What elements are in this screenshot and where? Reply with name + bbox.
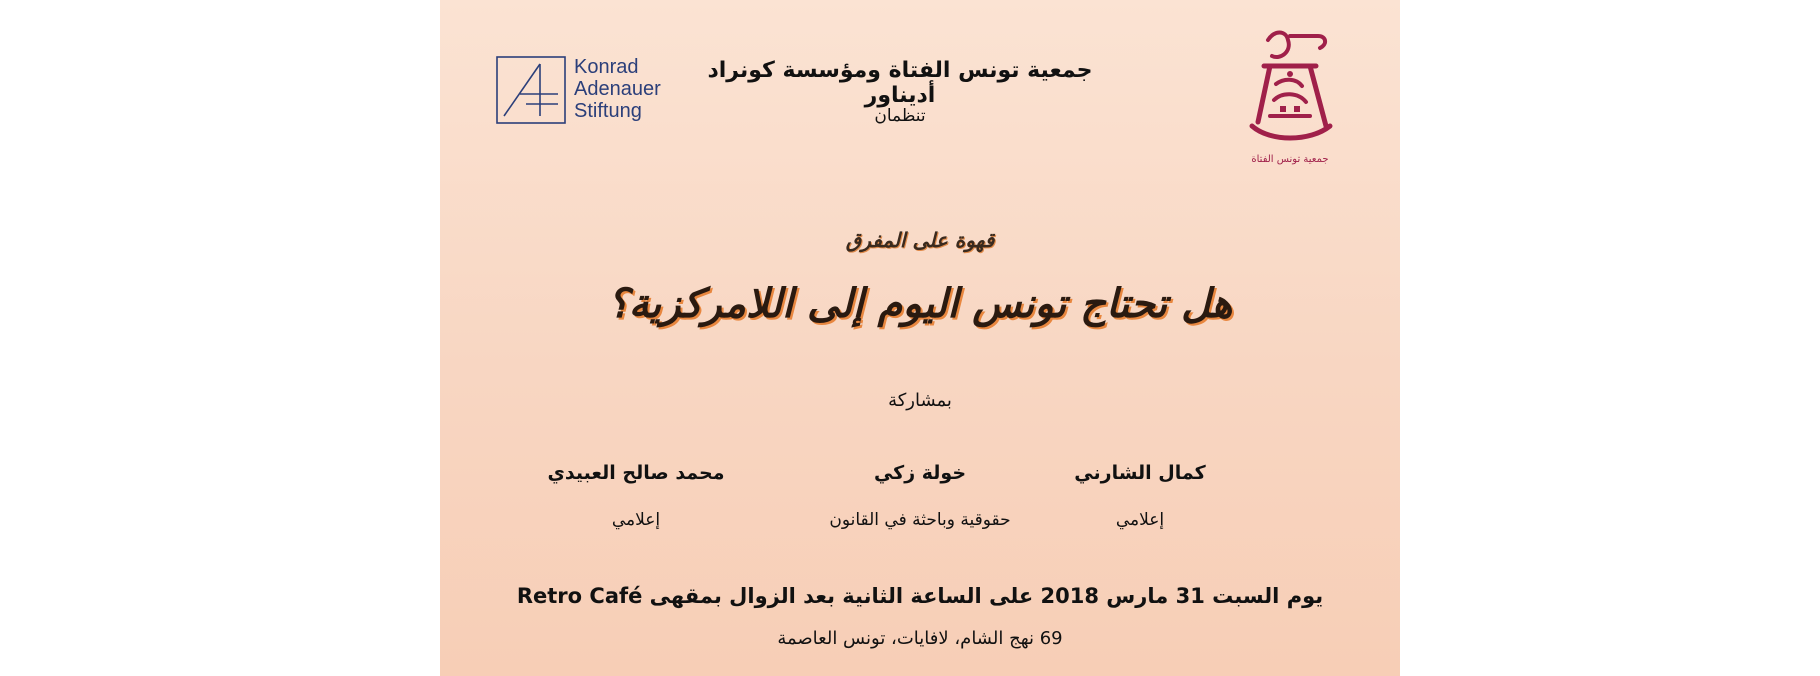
speaker-2-name: خولة زكي bbox=[873, 462, 967, 484]
association-logo bbox=[1240, 26, 1340, 168]
kas-logo-line1: Konrad bbox=[574, 56, 639, 78]
speaker-2 bbox=[780, 462, 1060, 530]
kas-logo-line2: Adenauer bbox=[574, 78, 661, 100]
kas-logo bbox=[496, 56, 661, 124]
kas-logo-icon bbox=[496, 56, 566, 124]
kas-logo-line3: Stiftung bbox=[574, 100, 642, 122]
speaker-3-name: محمد صالح العبيدي bbox=[547, 462, 725, 484]
event-series: قهوة على المفرق bbox=[845, 228, 995, 252]
speaker-1-role: إعلامي bbox=[1115, 510, 1165, 530]
event-address: 69 نهج الشام، لافايات، تونس العاصمة bbox=[777, 628, 1063, 649]
event-poster bbox=[440, 0, 1400, 676]
speaker-2-role: حقوقية وباحثة في القانون bbox=[829, 510, 1011, 530]
kas-logo-text bbox=[574, 56, 661, 122]
event-date-line: يوم السبت 31 مارس 2018 على الساعة الثانية بعد الزوال بمقهى Retro Café bbox=[516, 584, 1324, 608]
speaker-3 bbox=[496, 462, 776, 530]
organizers-title: جمعية تونس الفتاة ومؤسسة كونراد أديناور bbox=[707, 58, 1093, 108]
speaker-3-role: إعلامي bbox=[611, 510, 661, 530]
speaker-1-name: كمال الشارني bbox=[1074, 462, 1206, 484]
association-logo-caption: جمعية تونس الفتاة bbox=[1251, 154, 1329, 165]
with-participation-label: بمشاركة bbox=[888, 390, 952, 411]
organize-label: تنظمان bbox=[874, 106, 926, 126]
event-title: هل تحتاج تونس اليوم إلى اللامركزية؟ bbox=[607, 280, 1233, 327]
